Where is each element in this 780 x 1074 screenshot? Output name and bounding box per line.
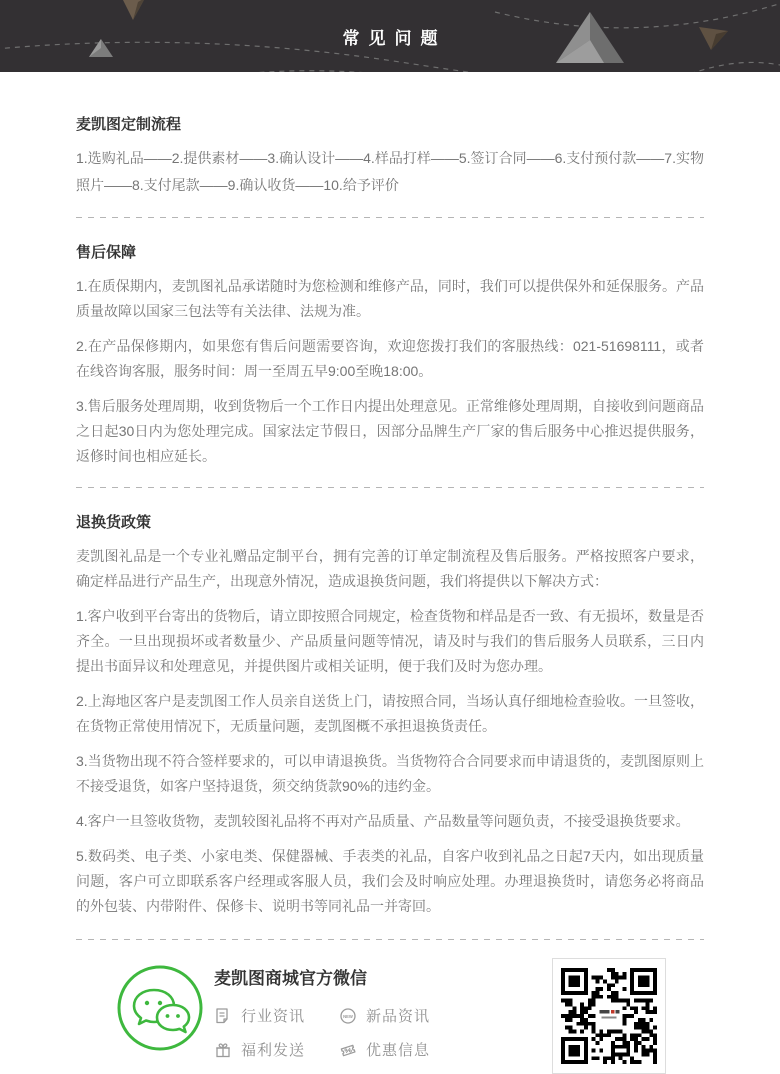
footer-item-label: 优惠信息 bbox=[366, 1042, 431, 1059]
section-paragraph: 1.在质保期内，麦凯图礼品承诺随时为您检测和维修产品，同时，我们可以提供保外和延保服务。产品质量故障以国家三包法等有关法律、法规为准。 bbox=[76, 278, 704, 319]
wechat-icon bbox=[116, 964, 204, 1052]
content bbox=[0, 116, 780, 940]
footer-item-label: 行业资讯 bbox=[241, 1008, 306, 1025]
new-badge-icon bbox=[339, 1007, 357, 1025]
footer-item-label: 新品资讯 bbox=[366, 1008, 431, 1025]
section-paragraph: 2.上海地区客户是麦凯图工作人员亲自送货上门，请按照合同，当场认真仔细地检查验收。一旦签收，在货物正常使用情况下，无质量问题，麦凯图概不承担退换货责任。 bbox=[76, 693, 704, 734]
header bbox=[0, 0, 780, 72]
page-title: 常见问题 bbox=[342, 28, 447, 48]
section-paragraph: 5.数码类、电子类、小家电类、保健器械、手表类的礼品，自客户收到礼品之日起7天内，如出现质量问题，客户可立即联系客户经理或客服人员，我们会及时响应处理。办理退换货时，请您务必将商品的外包装、内带附件、保修卡、说明书等同礼品一并寄回。 bbox=[76, 848, 704, 914]
section-paragraph: 3.售后服务处理周期，收到货物后一个工作日内提出处理意见。正常维修处理周期，自接收到问题商品之日起30日内为您处理完成。国家法定节假日，因部分品牌生产厂家的售后服务中心推迟提供服务，返修时间也相应延长。 bbox=[76, 398, 704, 464]
section-paragraph: 3.当货物出现不符合签样要求的，可以申请退换货。当货物符合合同要求而申请退货的，麦凯图原则上不接受退货，如客户坚持退货，须交纳货款90%的违约金。 bbox=[76, 753, 704, 794]
footer-item-label: 福利发送 bbox=[241, 1042, 306, 1059]
section-paragraph: 1.选购礼品——2.提供素材——3.确认设计——4.样品打样——5.签订合同——6.支付预付款——7.实物照片——8.支付尾款——9.确认收货——10.给予评价 bbox=[76, 150, 704, 193]
section-paragraph: 麦凯图礼品是一个专业礼赠品定制平台，拥有完善的订单定制流程及售后服务。严格按照客户要求，确定样品进行产品生产，出现意外情况，造成退换货问题，我们将提供以下解决方式： bbox=[76, 548, 704, 589]
section-aftersales bbox=[76, 244, 704, 469]
section-paragraph: 1.客户收到平台寄出的货物后，请立即按照合同规定，检查货物和样品是否一致、有无损坏，数量是否齐全。一旦出现损坏或者数量少、产品质量问题等情况，请及时与我们的售后服务人员联系，三日内提出书面异议和处理意见，并提供图片或相关证明，便于我们及时为您办理。 bbox=[76, 608, 704, 674]
section-heading: 退换货政策 bbox=[76, 514, 152, 531]
divider bbox=[76, 487, 704, 488]
section-paragraph: 4.客户一旦签收货物，麦凯较图礼品将不再对产品质量、产品数量等问题负责，不接受退换货要求。 bbox=[76, 813, 690, 829]
wechat-title: 麦凯图商城官方微信 bbox=[214, 969, 367, 988]
divider bbox=[76, 217, 704, 218]
section-heading: 麦凯图定制流程 bbox=[76, 116, 182, 133]
wechat-info bbox=[214, 964, 430, 1060]
section-custom-process bbox=[76, 116, 704, 199]
divider bbox=[76, 939, 704, 940]
section-paragraph: 2.在产品保修期内，如果您有售后问题需要咨询，欢迎您拨打我们的客服热线：021-51698111，或者在线咨询客服，服务时间：周一至周五早9:00至晚18:00。 bbox=[76, 338, 704, 379]
footer-item-new-products bbox=[339, 1005, 430, 1026]
news-doc-icon bbox=[214, 1007, 232, 1025]
section-heading: 售后保障 bbox=[76, 244, 137, 261]
footer bbox=[76, 958, 704, 1074]
section-returns bbox=[76, 514, 704, 919]
wechat-feature-grid bbox=[214, 1005, 430, 1060]
svg-text:NEW: NEW bbox=[343, 1013, 353, 1019]
qr-code bbox=[552, 958, 666, 1074]
footer-item-industry-news bbox=[214, 1005, 305, 1026]
